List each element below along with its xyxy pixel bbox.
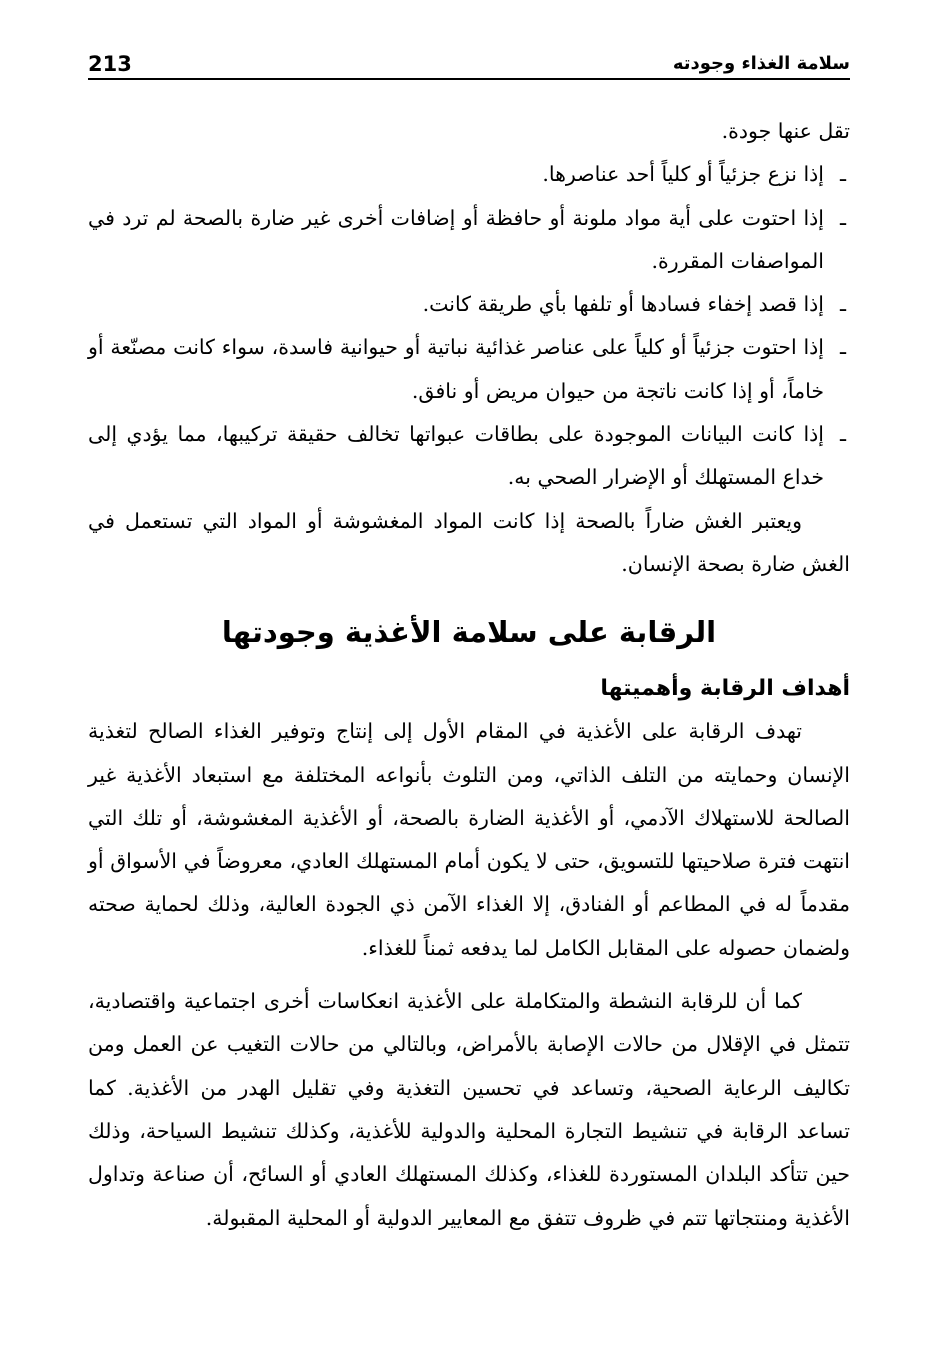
dash-marker: ـ: [839, 335, 846, 360]
list-item-text: إذا احتوت على أية مواد ملونة أو حافظة أو إضافات أخرى غير ضارة بالصحة لم ترد في المواصفات المقررة.: [88, 205, 824, 273]
dash-marker: ـ: [839, 292, 846, 317]
dash-marker: ـ: [839, 162, 846, 187]
bullet-list: [88, 153, 850, 499]
list-item: [88, 326, 850, 413]
body-paragraph: تهدف الرقابة على الأغذية في المقام الأول إلى إنتاج وتوفير الغذاء الصالح لتغذية الإنسان وحمايته من التلف الذاتي، ومن التلوث بأنواعه المختلفة مع استبعاد الأغذية غير الصالحة للاستهلاك الآدمي، أو الأغذية الضارة بالصحة، أو الأغذية المغشوشة، أو تلك التي انتهت فترة صلاحيتها للتسويق، حتى لا يكون أمام المستهلك العادي، معروضاً في الأسواق أو مقدماً له في المطاعم أو الفنادق، إلا الغذاء الآمن ذي الجودة العالية، وذلك لحماية صحته ولضمان حصوله على المقابل الكامل لما يدفعه ثمناً للغذاء.: [88, 719, 850, 960]
section-title: الرقابة على سلامة الأغذية وجودتها: [221, 615, 717, 650]
list-item: [88, 197, 850, 284]
subsection-title: أهداف الرقابة وأهميتها: [600, 676, 850, 702]
list-item: [88, 413, 850, 500]
list-item: [88, 153, 850, 196]
list-item-text: إذا نزع جزئياً أو كلياً أحد عناصرها.: [542, 162, 824, 187]
body-paragraph: كما أن للرقابة النشطة والمتكاملة على الأغذية انعكاسات أخرى اجتماعية واقتصادية، تتمثل في الإقلال من حالات الإصابة بالأمراض، وبالتالي من حالات التغيب عن العمل ومن تكاليف الرعاية الصحية، وتساعد في تحسين التغذية وفي تقليل الهدر من الأغذية. كما تساعد الرقابة في تنشيط التجارة المحلية والدولية للأغذية، وكذلك تنشيط السياحة، وذلك حين تتأكد البلدان المستوردة للغذاء، وكذلك المستهلك العادي أو السائح، أن صناعة وتداول الأغذية ومنتجاتها تتم في ظروف تتفق مع المعايير الدولية أو المحلية المقبولة.: [88, 989, 850, 1230]
closing-paragraph: ويعتبر الغش ضاراً بالصحة إذا كانت المواد المغشوشة أو المواد التي تستعمل في الغش ضارة بصحة الإنسان.: [88, 508, 850, 576]
dash-marker: ـ: [839, 205, 846, 230]
list-item-text: إذا كانت البيانات الموجودة على بطاقات عبواتها تخالف حقيقة تركيبها، مما يؤدي إلى خداع المستهلك أو الإضرار الصحي به.: [88, 422, 824, 490]
list-item: [88, 283, 850, 326]
list-item-text: إذا قصد إخفاء فسادها أو تلفها بأي طريقة كانت.: [422, 292, 824, 317]
intro-lead-line: تقل عنها جودة.: [721, 119, 850, 143]
list-item-text: إذا احتوت جزئياً أو كلياً على عناصر غذائية نباتية أو حيوانية فاسدة، سواء كانت مصنّعة أو خاماً، أو إذا كانت ناتجة من حيوان مريض أو نافق.: [88, 335, 824, 403]
dash-marker: ـ: [839, 422, 846, 447]
running-title: سلامة الغذاء وجودته: [672, 53, 850, 74]
page-header: [88, 42, 850, 80]
page-number: 213: [88, 52, 132, 76]
page-body: [88, 110, 850, 1240]
